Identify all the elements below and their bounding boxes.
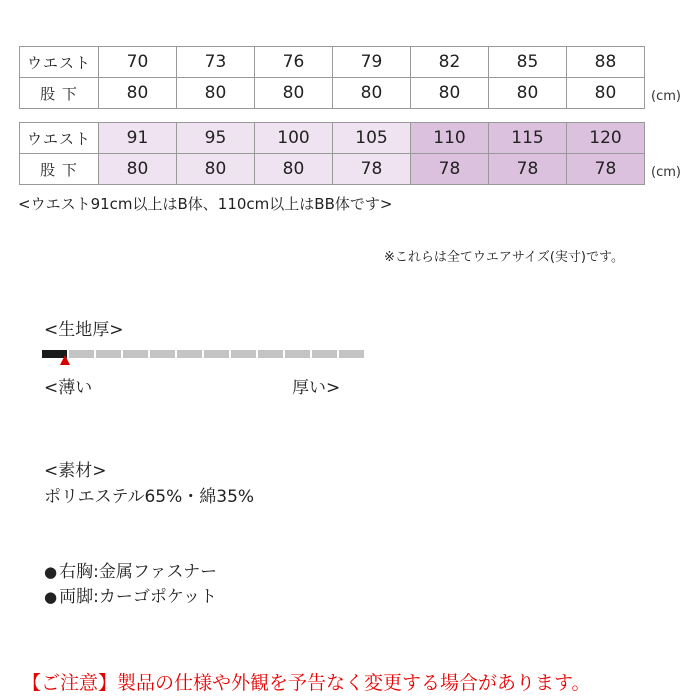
unit-label: (cm) [651, 89, 681, 104]
thickness-segment [204, 350, 229, 358]
material-title: <素材> [44, 461, 107, 481]
size-table-large [19, 122, 645, 185]
size-table-regular [19, 46, 645, 109]
feature-text: 両脚:カーゴポケット [59, 587, 217, 607]
table-cell: 80 [333, 78, 411, 109]
table-cell: 100 [255, 123, 333, 154]
row-label-inseam: 股 下 [20, 78, 99, 109]
row-label-waist: ウエスト [20, 123, 99, 154]
table-cell: 80 [255, 154, 333, 185]
table-cell: 78 [333, 154, 411, 185]
actual-size-note: ※これらは全てウエアサイズ(実寸)です。 [384, 250, 624, 265]
unit-label: (cm) [651, 165, 681, 180]
thickness-segment [312, 350, 337, 358]
fabric-thickness-gauge [42, 350, 364, 358]
thickness-marker-icon [60, 355, 70, 365]
thickness-segment [69, 350, 94, 358]
thickness-segment [96, 350, 121, 358]
row-label-waist: ウエスト [20, 47, 99, 78]
table-cell: 70 [99, 47, 177, 78]
table-cell: 110 [411, 123, 489, 154]
table-cell: 80 [489, 78, 567, 109]
bullet-icon: ● [44, 588, 58, 606]
table-cell: 120 [567, 123, 645, 154]
table-cell: 76 [255, 47, 333, 78]
table-cell: 91 [99, 123, 177, 154]
table-cell: 78 [567, 154, 645, 185]
table-cell: 85 [489, 47, 567, 78]
table-cell: 78 [489, 154, 567, 185]
thickness-segment [339, 350, 364, 358]
row-label-inseam: 股 下 [20, 154, 99, 185]
table-cell: 88 [567, 47, 645, 78]
table-cell: 80 [177, 154, 255, 185]
table-cell: 79 [333, 47, 411, 78]
table-cell: 80 [411, 78, 489, 109]
thickness-segment [150, 350, 175, 358]
table-cell: 73 [177, 47, 255, 78]
table-cell: 115 [489, 123, 567, 154]
caution-notice: 【ご注意】製品の仕様や外観を予告なく変更する場合があります。 [22, 672, 591, 694]
table-cell: 78 [411, 154, 489, 185]
table-row-waist [20, 123, 645, 154]
size-body-type-note: <ウエスト91cm以上はB体、110cm以上はBB体です> [18, 195, 393, 213]
table-row-inseam [20, 154, 645, 185]
material-value: ポリエステル65%・綿35% [44, 487, 255, 507]
thin-label: <薄い [44, 378, 93, 398]
bullet-icon: ● [44, 563, 58, 581]
table-row-inseam [20, 78, 645, 109]
thickness-segment [177, 350, 202, 358]
table-cell: 80 [177, 78, 255, 109]
table-cell: 105 [333, 123, 411, 154]
thickness-segment [285, 350, 310, 358]
table-cell: 80 [567, 78, 645, 109]
fabric-thickness-title: <生地厚> [44, 320, 124, 340]
feature-text: 右胸:金属ファスナー [59, 562, 218, 582]
thickness-segment [231, 350, 256, 358]
table-cell: 80 [99, 154, 177, 185]
table-row-waist [20, 47, 645, 78]
table-cell: 80 [255, 78, 333, 109]
feature-item [44, 582, 217, 607]
table-cell: 95 [177, 123, 255, 154]
thick-label: 厚い> [292, 378, 341, 398]
table-cell: 80 [99, 78, 177, 109]
table-cell: 82 [411, 47, 489, 78]
feature-item [44, 557, 217, 582]
thickness-segment [123, 350, 148, 358]
thickness-segment [258, 350, 283, 358]
